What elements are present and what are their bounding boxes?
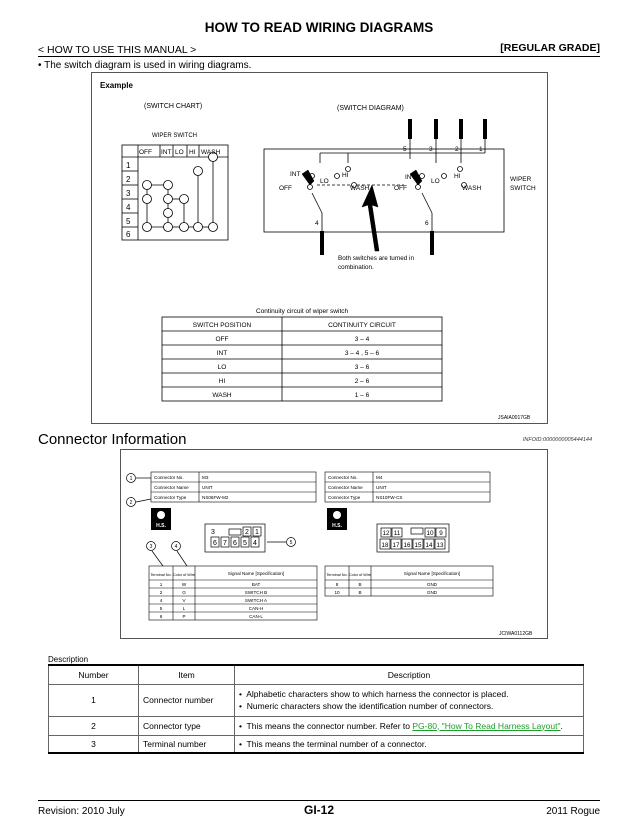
table-row [49,684,584,716]
terminal-bottom-4: 4 [315,220,319,227]
right-conn-name-value: UNIT [376,485,387,490]
row3-description: • This means the terminal number of a connector. [235,735,584,753]
chart-row-6: 6 [126,230,131,239]
right-conn-type-label: Connector Type [328,495,361,500]
left-r5-color: P [182,614,186,619]
left-r2-signal: SWITCH B [244,590,268,595]
row2-description: • This means the connector number. Refer to PG-80, "How To Read Harness Layout". [235,716,584,735]
right-cavity-15: 15 [414,542,422,549]
connector-svg [121,450,547,638]
switch-chart [122,145,228,240]
chart-row-1: 1 [126,161,131,170]
right-hi-label: HI [454,173,461,180]
row2-post: . [560,720,563,731]
left-cavity-3: 3 [211,529,215,536]
right-hs-label: H.S. [332,523,342,529]
left-r4-color: L [182,606,186,611]
continuity-circuit-off: 3 – 4 [354,336,370,343]
footer-rule [38,800,600,801]
table-row [49,716,584,735]
chart-column-labels [139,149,221,156]
right-off-label: OFF [394,185,407,192]
chart-col-hi: HI [189,149,196,156]
chart-col-wash: WASH [201,149,221,156]
right-hs-badge [327,508,347,530]
continuity-pos-wash: WASH [212,392,232,399]
right-conn-no-value: M4 [376,475,383,480]
right-th-signal: Signal Name [Specification] [403,571,461,576]
grade-label: [REGULAR GRADE] [500,42,600,54]
continuity-pos-int: INT [216,350,228,357]
row2-item: Connector type [139,716,235,735]
right-conn-no-label: Connector No. [328,475,358,480]
section-breadcrumb: < HOW TO USE THIS MANUAL > [38,44,197,56]
right-cavity-17: 17 [392,542,400,549]
left-lo-label: LO [320,178,329,185]
left-r3-no: 4 [159,598,163,603]
description-caption: Description [48,655,89,664]
example-figure-code: JSAIA0017GB [498,415,531,421]
left-conn-name-value: UNIT [202,485,213,490]
description-table [48,664,584,754]
left-cavity-b3: 6 [233,540,237,547]
continuity-header-position: SWITCH POSITION [192,322,252,329]
terminal-bottom-6: 6 [425,220,429,227]
right-th-terminal: Terminal No. [326,573,348,577]
intro-bullet: • The switch diagram is used in wiring diagrams. [38,60,252,71]
left-cavity-labels [211,529,259,547]
chart-col-off: OFF [139,149,152,156]
row1-line-1-text: Alphabetic characters show to which harness the connector is placed. [246,689,509,699]
left-hi-label: HI [342,172,349,179]
left-r2-no: 2 [159,590,163,595]
right-wash-label: WASH [462,185,482,192]
row2-text: This means the connector number. Refer to [246,720,413,731]
wiper-switch-chart-label: WIPER SWITCH [152,133,197,139]
right-cavity-13: 13 [436,542,444,549]
table-row [49,735,584,753]
left-th-color: Color of Wire [172,573,196,577]
left-cavity-b4: 5 [243,540,247,547]
chart-col-int: INT [161,149,172,156]
terminal-top-2: 2 [455,146,459,153]
right-r2-signal: GND [426,590,438,595]
left-conn-no-label: Connector No. [154,475,184,480]
right-r1-signal: GND [426,582,438,587]
left-cavity-1: 1 [255,529,259,536]
terminal-top-1: 1 [479,146,483,153]
right-r1-no: 8 [335,582,339,587]
left-cavity-2: 2 [245,529,249,536]
connector-figure [120,449,548,639]
diagram-note-2: combination. [338,264,374,271]
left-hs-label: H.S. [156,523,166,529]
continuity-circuit-lo: 3 – 6 [354,364,370,371]
row1-line-1: • Alphabetic characters show to which harness the connector is placed. [239,689,509,699]
right-cavity-16: 16 [403,542,411,549]
left-r4-no: 5 [159,606,163,611]
right-r1-color: B [358,582,362,587]
left-th-signal: Signal Name [Specification] [227,571,285,576]
right-conn-name-label: Connector Name [328,485,363,490]
continuity-pos-off: OFF [215,336,229,343]
right-cavity-18: 18 [381,542,389,549]
left-r1-signal: BAT [251,582,261,587]
continuity-header-circuit: CONTINUITY CIRCUIT [328,322,396,329]
continuity-circuit-int: 3 – 4 , 5 – 6 [344,350,380,357]
callout-3: 3 [149,544,153,550]
terminal-top-5: 5 [403,146,407,153]
switch-chart-title: (SWITCH CHART) [144,103,203,110]
left-cavity-b2: 7 [223,540,227,547]
row1-line-2: • Numeric characters show the identification number of connectors. [239,701,494,711]
left-r1-color: W [181,582,187,587]
th-item: Item [139,665,235,684]
right-int-label: INT [405,174,416,181]
connector-info-heading: Connector Information [38,431,187,448]
continuity-title: Continuity circuit of wiper switch [256,308,349,315]
connector-figure-code: JCIWA0112GB [499,631,533,637]
left-switch-labels [279,171,370,192]
continuity-pos-lo: LO [217,364,227,371]
right-switch-labels [394,173,482,192]
th-number: Number [49,665,139,684]
footer-model: 2011 Rogue [546,806,600,817]
continuity-pos-hi: HI [218,378,226,385]
left-cavity-b5: 4 [253,540,257,547]
continuity-circuit-hi: 2 – 6 [354,378,370,385]
footer-page-number: GI-12 [303,803,334,817]
chart-row-3: 3 [126,189,131,198]
callout-1: 1 [129,476,133,482]
th-description: Description [235,665,584,684]
left-hs-badge [151,508,171,530]
switch-diagram-svg [92,73,547,423]
header-rule [38,56,600,57]
left-conn-type-label: Connector Type [154,495,187,500]
right-terminal-table-text [326,571,460,595]
page-title: HOW TO READ WIRING DIAGRAMS [204,20,434,35]
continuity-table [162,317,442,401]
left-wash-label: WASH [350,185,370,192]
row1-description [235,684,584,716]
right-cavity-12: 12 [382,530,390,537]
row1-number: 1 [49,684,139,716]
intro-text: The switch diagram is used in wiring diagrams. [44,60,252,71]
row1-line-2-text: Numeric characters show the identification number of connectors. [246,701,494,711]
example-label: Example [100,81,133,90]
terminal-top-3: 3 [429,146,433,153]
callout-5: 5 [289,540,293,546]
left-th-terminal: Terminal No. [150,573,172,577]
example-figure [91,72,548,424]
left-r3-color: V [182,598,186,603]
chart-row-4: 4 [126,203,131,212]
right-cavity-10: 10 [426,530,434,537]
right-cavity-14: 14 [425,542,433,549]
right-cavity-9: 9 [439,530,443,537]
right-r2-color: B [358,590,362,595]
description-header-row [49,665,584,684]
left-off-label: OFF [279,185,292,192]
left-connector-info-text [154,475,229,500]
right-cavity-11: 11 [393,530,401,537]
left-conn-no-value: M3 [202,475,209,480]
right-lo-label: LO [431,178,440,185]
chart-row-2: 2 [126,175,131,184]
switch-diagram-title: (SWITCH DIAGRAM) [337,105,404,112]
harness-layout-link[interactable]: PG-80, "How To Read Harness Layout" [412,720,561,731]
left-r3-signal: SWITCH A [244,598,268,603]
right-conn-type-value: NS10FW-CS [376,495,403,500]
wiper-label-2: SWITCH [510,185,536,192]
left-r1-no: 1 [159,582,163,587]
row1-item: Connector number [139,684,235,716]
left-conn-type-value: NS06FW-M2 [202,495,229,500]
left-int-label: INT [290,171,301,178]
row3-item: Terminal number [139,735,235,753]
chart-col-lo: LO [175,149,184,156]
footer-revision: Revision: 2010 July [38,806,125,817]
left-r2-color: G [182,590,186,595]
continuity-text [193,322,396,399]
right-th-color: Color of Wire [348,573,372,577]
row3-text: This means the terminal number of a connector. [246,738,427,749]
diagram-note-1: Both switches are turned in [338,255,414,262]
left-conn-name-label: Connector Name [154,485,189,490]
continuity-circuit-wash: 1 – 6 [354,392,370,399]
left-r5-signal: CAN-L [249,614,263,619]
wiper-label-1: WIPER [510,176,532,183]
connector-info-ref: INFOID:0000000005444144 [522,437,592,443]
right-connector-info-text [328,475,402,500]
chart-row-5: 5 [126,217,131,226]
row3-number: 3 [49,735,139,753]
left-r5-no: 6 [159,614,163,619]
left-cavity-b1: 6 [213,540,217,547]
row2-number: 2 [49,716,139,735]
callout-4: 4 [174,544,178,550]
left-r4-signal: CAN-H [248,606,264,611]
right-r2-no: 10 [334,590,340,595]
callout-2: 2 [129,500,133,506]
